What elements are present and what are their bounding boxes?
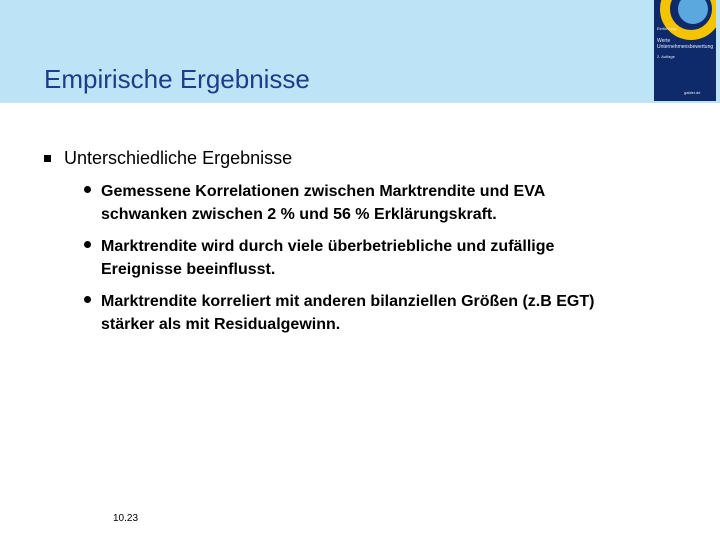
list-item-line2: Ereignisse beeinflusst. (101, 261, 276, 278)
book-cover-image (654, 0, 716, 101)
list-item-line2: schwanken zwischen 2 % und 56 % Erklärungskraft. (101, 206, 497, 223)
list-item-line1: Marktrendite korreliert mit anderen bilanziellen Größen (z.B EGT) (101, 293, 595, 310)
list-item (101, 235, 701, 281)
list-item-line2: stärker als mit Residualgewinn. (101, 316, 341, 333)
list-item (101, 290, 701, 336)
slide-title: Empirische Ergebnisse (44, 64, 310, 94)
round-bullet-icon (84, 241, 91, 248)
cover-title-line2: Unternehmensbewertung (657, 44, 714, 50)
list-item-line1: Gemessene Korrelationen zwischen Marktrendite und EVA (101, 183, 546, 200)
list-item (101, 180, 701, 226)
cover-footer: gabler.de (684, 90, 701, 95)
cover-title-line1: Werte (657, 38, 671, 44)
round-bullet-icon (84, 186, 91, 193)
page-number: 10.23 (113, 513, 139, 524)
cover-edition: 2. Auflage (657, 54, 675, 59)
round-bullet-icon (84, 296, 91, 303)
square-bullet-icon (44, 155, 51, 162)
cover-publisher-line: Einführung (657, 26, 677, 31)
bullet-level1-text: Unterschiedliche Ergebnisse (64, 148, 293, 168)
list-item-line1: Marktrendite wird durch viele überbetriebliche und zufällige (101, 238, 555, 255)
